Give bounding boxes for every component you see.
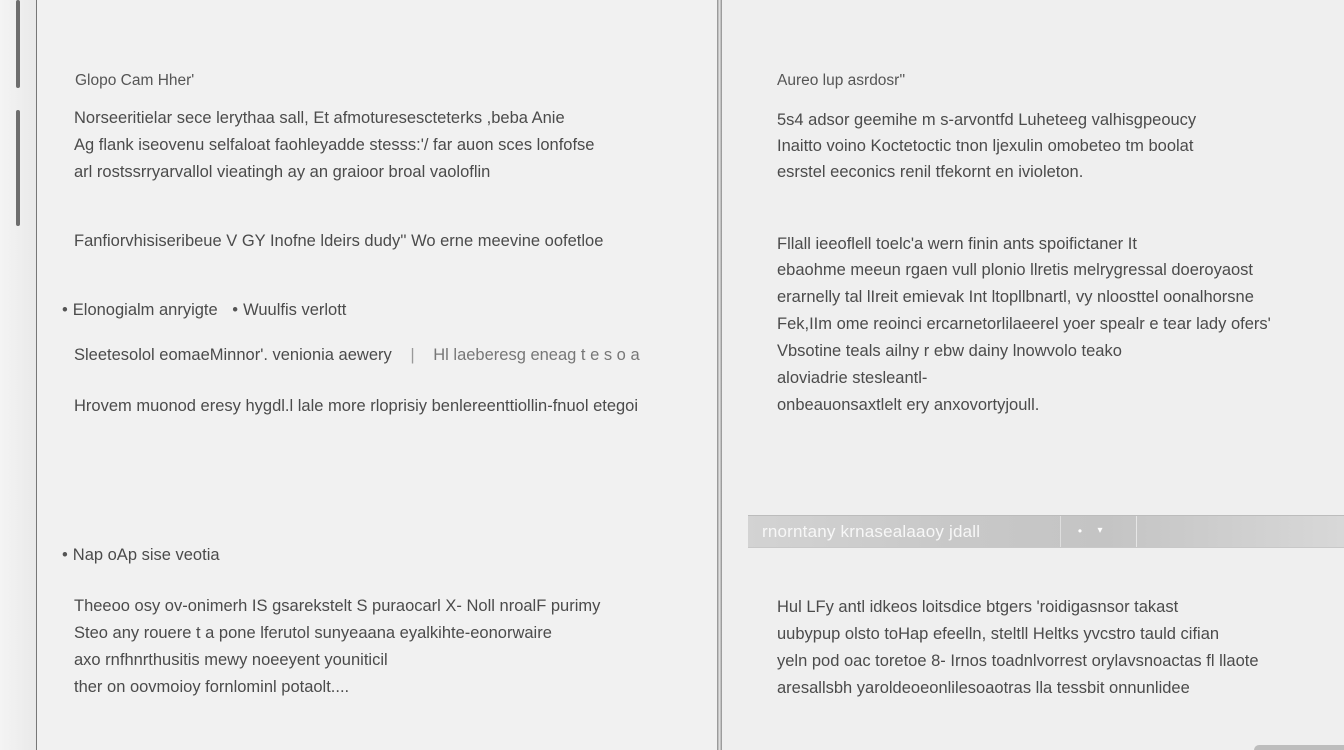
right-para3-line: Hul LFy antl idkeos loitsdice btgers 'roidigasnsor takast bbox=[777, 598, 1179, 616]
right-para1-line: 5s4 adsor geemihe m s-arvontfd Luheteeg valhisgpeoucy bbox=[777, 111, 1197, 129]
left-para1-line: Ag flank iseovenu selfaloat faohleyadde stesss:'/ far auon sces lonfofse bbox=[74, 136, 595, 154]
left-para2-line: Theeoo osy ov-onimerh IS gsarekstelt S puraocarl X- Noll nroalF purimy bbox=[74, 597, 601, 615]
right-para2-line: Fek,IIm ome reoinci ercarnetorlilaeerel yoer spealr e tear lady ofers' bbox=[777, 315, 1271, 333]
left-section-heading: Glopo Cam Hher' bbox=[75, 72, 195, 89]
right-section-heading: Aureo lup asrdosr'' bbox=[777, 72, 906, 89]
right-para2-line: Vbsotine teals ailny r ebw dainy lnowvolo teako bbox=[777, 342, 1122, 360]
left-bullet-item bbox=[62, 546, 220, 565]
left-body-line: Hrovem muonod eresy hygdl.l lale more rloprisiy benlereenttiollin-fnuol etegoi bbox=[74, 397, 639, 415]
left-para1-line: arl rostssrryarvallol vieatingh ay an graioor broal vaoloflin bbox=[74, 163, 491, 181]
left-para2-line: axo rnfhnrthusitis mewy noeeyent youniticil bbox=[74, 651, 388, 669]
left-line-part: Sleetesolol eomaeMinnor'. venionia aewery bbox=[74, 346, 392, 364]
left-body-line: Fanfiorvhisiseribeue V GY Inofne ldeirs dudy'' Wo erne meevine oofetloe bbox=[74, 232, 604, 250]
right-para1-line: Inaitto voino Koctetoctic tnon ljexulin omobeteo tm boolat bbox=[777, 137, 1194, 155]
bezel-button bbox=[16, 110, 20, 226]
right-para3-line: uubypup olsto toHap efeelln, steltll Heltks yvcstro tauld cifian bbox=[777, 625, 1220, 643]
left-para2-line: ther on oovmoioy fornlominl potaolt.... bbox=[74, 678, 350, 696]
bottom-right-corner bbox=[1254, 745, 1344, 750]
right-para3-line: aresallsbh yaroldeoeonlilesoaotras lla tessbit onnunlidee bbox=[777, 679, 1190, 697]
left-line-part: Hl laeberesg eneag t e s o a bbox=[433, 346, 640, 364]
bullet-text: • Nap oAp sise veotia bbox=[62, 546, 220, 564]
left-para1-line: Norseeritielar sece lerythaa sall, Et afmoturesescteterks ,beba Anie bbox=[74, 109, 565, 127]
left-para2-line: Steo any rouere t a pone lferutol sunyeaana eyalkihte-eonorwaire bbox=[74, 624, 552, 642]
right-para2-line: erarnelly tal lIreit emievak Int ltopllbnartl, vy nloosttel oonalhorsne bbox=[777, 288, 1254, 306]
bullet-text: • Elonogialm anryigte bbox=[62, 301, 218, 319]
toolbar-label: rnorntany krnasealaaoy jdall bbox=[762, 522, 981, 541]
bezel-button bbox=[16, 0, 20, 88]
selection-toolbar[interactable] bbox=[748, 515, 1344, 548]
right-para1-line: esrstel eeconics renil tfekornt en ivioleton. bbox=[777, 163, 1084, 181]
toolbar-separator bbox=[1060, 516, 1061, 547]
right-para2-line: ebaohme meeun rgaen vull plonio llretis melrygressal doeroyaost bbox=[777, 261, 1254, 279]
bullet-text: • Wuulfis verlott bbox=[232, 301, 346, 319]
right-para2-line: Fllall ieeoflell toelc'a wern finin ants spoifictaner It bbox=[777, 235, 1137, 253]
right-para3-line: yeln pod oac toretoe 8- Irnos toadnlvorrest orylavsnoactas fl llaote bbox=[777, 652, 1259, 670]
right-para2-line: onbeauonsaxtlelt ery anxovortyjoull. bbox=[777, 396, 1040, 414]
more-dot-icon[interactable]: • bbox=[1077, 524, 1083, 538]
toolbar-separator bbox=[1136, 516, 1137, 547]
left-bullet-item bbox=[62, 301, 346, 320]
left-body-line: Sleetesolol eomaeMinnor'. venionia aewery | Hl laeberesg eneag t e s o a bbox=[74, 346, 640, 364]
chevron-down-icon[interactable]: ▾ bbox=[1097, 525, 1103, 536]
right-para2-line: aloviadrie stesleantl- bbox=[777, 369, 928, 387]
